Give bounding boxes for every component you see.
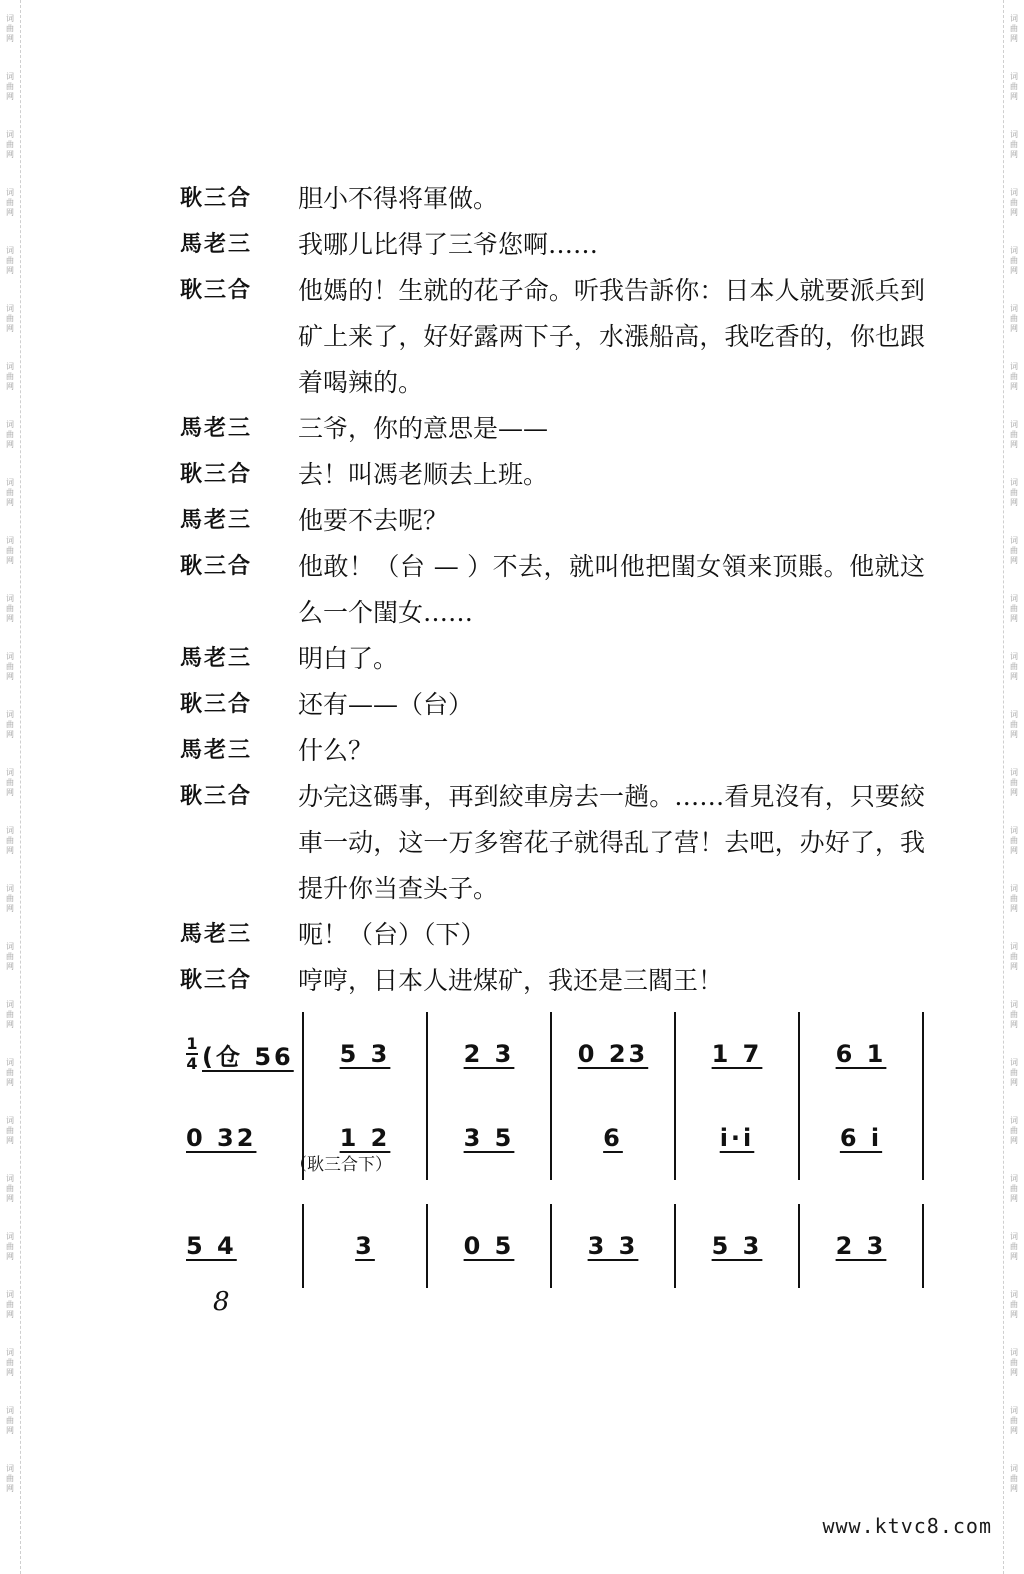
watermark-text: 词曲网 bbox=[1010, 1232, 1018, 1261]
speaker-name: 耿三合 bbox=[180, 278, 253, 303]
watermark-text: 词曲网 bbox=[6, 304, 14, 333]
speaker-name: 馬老三 bbox=[180, 738, 253, 763]
watermark-text: 词曲网 bbox=[1010, 420, 1018, 449]
dialogue-line bbox=[180, 406, 925, 452]
site-watermark: www.ktvc8.com bbox=[822, 1514, 992, 1538]
speech-text: 他媽的！生就的花子命。听我告訴你：日本人就要派兵到矿上来了，好好露两下子，水漲船高，我吃香的，你也跟着喝辣的。 bbox=[298, 276, 925, 397]
score-measure bbox=[800, 1204, 924, 1288]
watermark-text: 词曲网 bbox=[1010, 304, 1018, 333]
score-measure bbox=[304, 1012, 428, 1096]
watermark-text: 词曲网 bbox=[1010, 1406, 1018, 1435]
page-number: 8 bbox=[213, 1287, 230, 1317]
score-measure bbox=[180, 1204, 304, 1288]
stage-direction-text: （耿三合下） bbox=[290, 1155, 392, 1175]
score-measure bbox=[676, 1204, 800, 1288]
speaker-name: 耿三合 bbox=[180, 784, 253, 809]
speaker-name: 馬老三 bbox=[180, 922, 253, 947]
note-group: 6 i bbox=[839, 1124, 883, 1152]
note-group: 5 3 bbox=[339, 1040, 391, 1068]
watermark-text: 词曲网 bbox=[6, 188, 14, 217]
watermark-text: 词曲网 bbox=[6, 1000, 14, 1029]
watermark-text: 词曲网 bbox=[6, 826, 14, 855]
watermark-text: 词曲网 bbox=[6, 362, 14, 391]
watermark-text: 词曲网 bbox=[1010, 1348, 1018, 1377]
speech-text: 明白了。 bbox=[298, 644, 399, 673]
watermark-text: 词曲网 bbox=[6, 1348, 14, 1377]
dialogue-line bbox=[180, 268, 925, 406]
dialogue-line bbox=[180, 636, 925, 682]
watermark-text: 词曲网 bbox=[6, 478, 14, 507]
note-group: 3 bbox=[355, 1232, 375, 1260]
note-group: 6 1 bbox=[835, 1040, 887, 1068]
note-group: 0 23 bbox=[577, 1040, 649, 1068]
note-group: 1 2 bbox=[339, 1124, 391, 1152]
score-measure bbox=[552, 1096, 676, 1180]
speech-text: 我哪儿比得了三爷您啊…… bbox=[298, 230, 599, 259]
time-signature-top: 1 bbox=[186, 1034, 198, 1053]
dialogue-line bbox=[180, 728, 925, 774]
watermark-text: 词曲网 bbox=[1010, 362, 1018, 391]
speaker-name: 馬老三 bbox=[180, 232, 253, 257]
watermark-text: 词曲网 bbox=[1010, 130, 1018, 159]
note-group: 2 3 bbox=[835, 1232, 887, 1260]
dialogue-line bbox=[180, 912, 925, 958]
watermark-text: 词曲网 bbox=[1010, 1058, 1018, 1087]
watermark-text: 词曲网 bbox=[6, 1174, 14, 1203]
dialogue-line bbox=[180, 958, 925, 1004]
watermark-text: 词曲网 bbox=[1010, 72, 1018, 101]
speaker-name: 馬老三 bbox=[180, 646, 253, 671]
watermark-text: 词曲网 bbox=[6, 594, 14, 623]
watermark-text: 词曲网 bbox=[1010, 14, 1018, 43]
note-group: 0 32 bbox=[186, 1124, 257, 1152]
score-measure bbox=[180, 1096, 304, 1180]
watermark-text: 词曲网 bbox=[6, 14, 14, 43]
watermark-text: 词曲网 bbox=[1010, 1174, 1018, 1203]
speech-text: 还有——（台） bbox=[298, 690, 474, 719]
watermark-text: 词曲网 bbox=[1010, 1464, 1018, 1493]
speech-text: 他敢！（台 — ）不去，就叫他把閨女領来顶賬。他就这么一个閨女…… bbox=[298, 552, 925, 627]
watermark-text: 词曲网 bbox=[6, 884, 14, 913]
speaker-name: 耿三合 bbox=[180, 554, 253, 579]
watermark-text: 词曲网 bbox=[6, 652, 14, 681]
dialogue-line bbox=[180, 452, 925, 498]
watermark-text: 词曲网 bbox=[1010, 768, 1018, 797]
note-group: 2 3 bbox=[463, 1040, 515, 1068]
score-measure bbox=[428, 1096, 552, 1180]
score-measure bbox=[800, 1096, 924, 1180]
score-measure bbox=[428, 1204, 552, 1288]
watermark-text: 词曲网 bbox=[6, 942, 14, 971]
score-measure bbox=[676, 1096, 800, 1180]
watermark-text: 词曲网 bbox=[6, 768, 14, 797]
dialogue-line bbox=[180, 176, 925, 222]
dialogue-line bbox=[180, 774, 925, 912]
score-measure bbox=[304, 1204, 428, 1288]
watermark-text: 词曲网 bbox=[1010, 652, 1018, 681]
score-measure bbox=[676, 1012, 800, 1096]
score-measure bbox=[428, 1012, 552, 1096]
dialogue-line bbox=[180, 498, 925, 544]
score-measure bbox=[800, 1012, 924, 1096]
dialogue-line bbox=[180, 544, 925, 636]
watermark-text: 词曲网 bbox=[1010, 1116, 1018, 1145]
note-group: 5 3 bbox=[711, 1232, 763, 1260]
watermark-text: 词曲网 bbox=[6, 246, 14, 275]
note-group: 3 3 bbox=[587, 1232, 639, 1260]
score-row bbox=[180, 1204, 925, 1288]
watermark-text: 词曲网 bbox=[6, 1116, 14, 1145]
score-measure bbox=[180, 1012, 304, 1096]
note-group: 3 5 bbox=[463, 1124, 515, 1152]
watermark-text: 词曲网 bbox=[6, 130, 14, 159]
note-group: 5 4 bbox=[186, 1232, 237, 1260]
watermark-text: 词曲网 bbox=[6, 1232, 14, 1261]
watermark-text: 词曲网 bbox=[1010, 1000, 1018, 1029]
watermark-text: 词曲网 bbox=[1010, 942, 1018, 971]
speech-text: 他要不去呢？ bbox=[298, 506, 449, 535]
speaker-name: 耿三合 bbox=[180, 968, 253, 993]
time-signature bbox=[186, 1035, 198, 1073]
time-signature-bottom: 4 bbox=[186, 1054, 198, 1073]
watermark-text: 词曲网 bbox=[6, 1058, 14, 1087]
score-measure bbox=[552, 1204, 676, 1288]
watermark-text: 词曲网 bbox=[6, 536, 14, 565]
script-dialogue bbox=[180, 176, 925, 1004]
dialogue-line bbox=[180, 222, 925, 268]
speech-text: 办完这碼事，再到絞車房去一趟。……看見沒有，只要絞車一动，这一万多窖花子就得乱了营！去吧，办好了，我提升你当查头子。 bbox=[298, 782, 925, 903]
watermark-text: 词曲网 bbox=[1010, 478, 1018, 507]
note-group: 1 7 bbox=[711, 1040, 763, 1068]
right-watermark-strip bbox=[1003, 0, 1024, 1574]
watermark-text: 词曲网 bbox=[1010, 1290, 1018, 1319]
watermark-text: 词曲网 bbox=[6, 420, 14, 449]
watermark-text: 词曲网 bbox=[6, 710, 14, 739]
speaker-name: 耿三合 bbox=[180, 186, 253, 211]
watermark-text: 词曲网 bbox=[6, 72, 14, 101]
speech-text: 什么？ bbox=[298, 736, 374, 765]
watermark-text: 词曲网 bbox=[1010, 594, 1018, 623]
speaker-name: 馬老三 bbox=[180, 508, 253, 533]
speech-text: 去！叫馮老顺去上班。 bbox=[298, 460, 549, 489]
speaker-name: 耿三合 bbox=[180, 692, 253, 717]
note-group: 0 5 bbox=[463, 1232, 515, 1260]
watermark-text: 词曲网 bbox=[6, 1464, 14, 1493]
speech-text: 呃！（台）（下） bbox=[298, 920, 486, 949]
watermark-text: 词曲网 bbox=[1010, 246, 1018, 275]
watermark-text: 词曲网 bbox=[6, 1406, 14, 1435]
left-watermark-strip bbox=[0, 0, 21, 1574]
watermark-text: 词曲网 bbox=[1010, 884, 1018, 913]
watermark-text: 词曲网 bbox=[1010, 536, 1018, 565]
note-group: (仓 56 bbox=[202, 1042, 294, 1071]
speaker-name: 耿三合 bbox=[180, 462, 253, 487]
watermark-text: 词曲网 bbox=[1010, 710, 1018, 739]
score-measure bbox=[552, 1012, 676, 1096]
speech-text: 三爷，你的意思是—— bbox=[298, 414, 549, 443]
watermark-text: 词曲网 bbox=[6, 1290, 14, 1319]
note-group: i·i bbox=[719, 1124, 755, 1152]
watermark-text: 词曲网 bbox=[1010, 826, 1018, 855]
dialogue-line bbox=[180, 682, 925, 728]
speech-text: 哼哼，日本人进煤矿，我还是三閻王！ bbox=[298, 966, 724, 995]
speaker-name: 馬老三 bbox=[180, 416, 253, 441]
note-group: 6 bbox=[603, 1124, 623, 1152]
speech-text: 胆小不得将軍做。 bbox=[298, 184, 499, 213]
score-row bbox=[180, 1012, 925, 1096]
watermark-text: 词曲网 bbox=[1010, 188, 1018, 217]
